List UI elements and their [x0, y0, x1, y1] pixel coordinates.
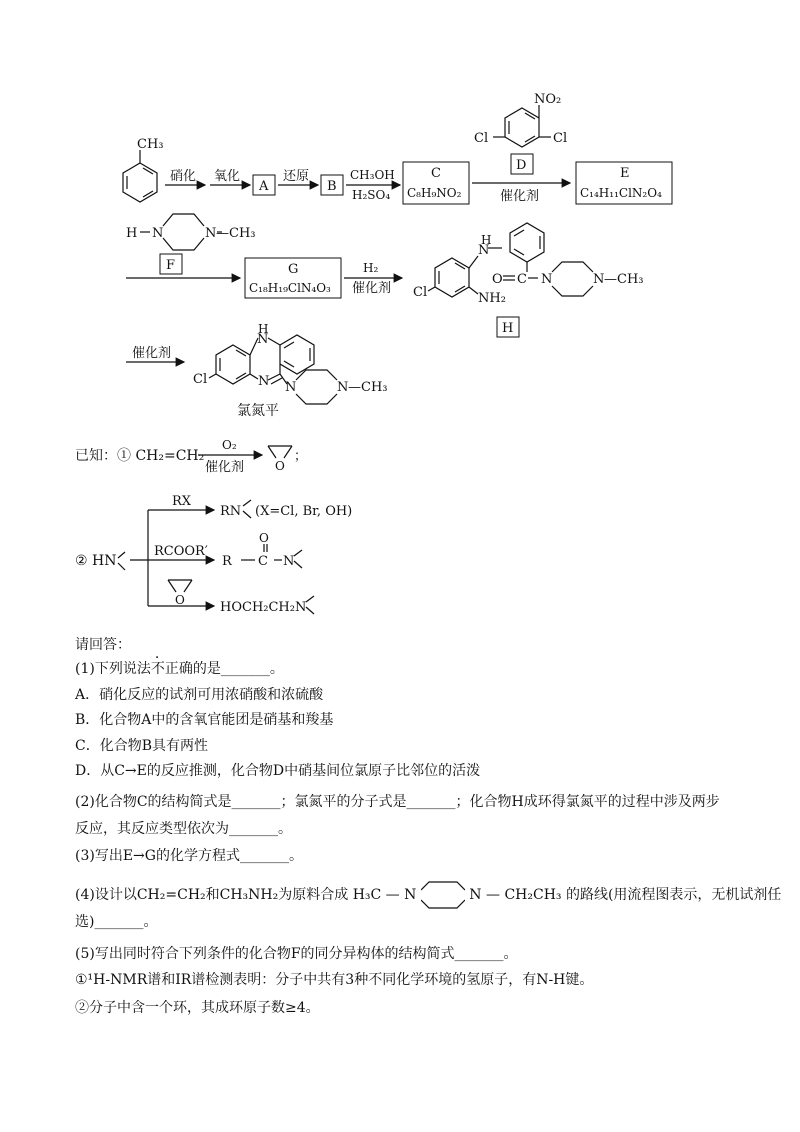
svg-text:C: C — [258, 554, 268, 569]
svg-text:C: C — [431, 166, 441, 181]
svg-text:O: O — [492, 272, 503, 287]
question-2-line2: 反应，其反应类型依次为_______。 — [75, 821, 292, 837]
compound-D-structure — [493, 105, 551, 147]
svg-text:F: F — [166, 258, 176, 273]
svg-text:RN: RN — [220, 504, 242, 519]
svg-text:N: N — [541, 272, 553, 287]
svg-text:E: E — [620, 166, 630, 181]
svg-text:O: O — [175, 593, 185, 607]
svg-text:H: H — [258, 322, 269, 336]
svg-text:C₈H₉NO₂: C₈H₉NO₂ — [407, 186, 462, 200]
svg-text:催化剂: 催化剂 — [205, 460, 245, 475]
svg-text:N: N — [152, 226, 164, 241]
svg-text:N: N — [257, 332, 269, 347]
step-cyclization-catalyst: 催化剂 — [132, 346, 172, 361]
svg-text:N: N — [337, 380, 349, 395]
option-C: C．化合物B具有两性 — [75, 738, 208, 754]
svg-text:N: N — [283, 554, 295, 569]
svg-text:HOCH₂CH₂N: HOCH₂CH₂N — [220, 600, 307, 615]
step-nitration: 硝化 — [170, 169, 197, 184]
svg-text:C: C — [517, 272, 527, 287]
toluene-structure — [123, 150, 157, 202]
svg-text:O: O — [275, 459, 285, 473]
option-D: D．从C→E的反应推测，化合物D中硝基间位氯原子比邻位的活泼 — [75, 763, 481, 779]
question-3: (3)写出E→G的化学方程式_______。 — [75, 848, 303, 864]
step-D-catalyst: 催化剂 — [500, 189, 540, 204]
svg-text:RX: RX — [172, 494, 192, 509]
compound-H-structure — [428, 223, 593, 297]
svg-text:A: A — [259, 179, 269, 194]
svg-text:N: N — [593, 272, 605, 287]
svg-text:—CH₃: —CH₃ — [604, 272, 644, 287]
option-A: A．硝化反应的试剂可用浓硝酸和浓硫酸 — [75, 687, 324, 703]
svg-text:G: G — [288, 262, 299, 277]
q4-piperazine-ring — [421, 880, 465, 910]
q4-target-molecule: H₃C — N N — CH₂CH₃ — [353, 880, 562, 910]
svg-text:—CH₃: —CH₃ — [348, 380, 388, 395]
svg-text:O: O — [259, 531, 269, 545]
svg-text:C₁₄H₁₁ClN₂O₄: C₁₄H₁₁ClN₂O₄ — [580, 186, 662, 200]
question-4-line2: 选)_______。 — [75, 914, 158, 930]
svg-text:(X=Cl, Br, OH): (X=Cl, Br, OH) — [255, 504, 353, 519]
q4-methylamine: CH₃NH₂ — [219, 887, 279, 903]
svg-text:Cl: Cl — [413, 285, 428, 300]
svg-text:N: N — [285, 380, 297, 395]
clozapine-structure — [209, 335, 337, 404]
svg-text:B: B — [327, 179, 337, 194]
question-5: (5)写出同时符合下列条件的化合物F的同分异构体的结构简式_______。 — [75, 946, 518, 962]
step-hydrogenation-catalyst: 催化剂 — [352, 281, 392, 296]
svg-text:C₁₈H₁₉ClN₄O₃: C₁₈H₁₉ClN₄O₃ — [249, 281, 331, 295]
svg-text:O₂: O₂ — [222, 438, 237, 452]
svg-text:RCOOR′: RCOOR′ — [154, 544, 208, 559]
step-esterification-reagent: CH₃OH — [350, 168, 395, 182]
condition-1: ①¹H-NMR谱和IR谱检测表明：分子中共有3种不同化学环境的氢原子，有N-H键。 — [75, 972, 594, 988]
answer-prompt: 请回答： — [75, 637, 131, 653]
svg-text:N: N — [205, 226, 217, 241]
known-amine: ② HN — [75, 553, 117, 569]
D-nitro: NO₂ — [534, 92, 562, 107]
D-cl-left: Cl — [474, 131, 489, 146]
step-oxidation: 氧化 — [214, 169, 241, 184]
known-ethylene: 已知：① CH₂=CH₂ — [75, 448, 205, 464]
svg-text:H: H — [481, 233, 492, 247]
svg-text:；: ； — [294, 449, 308, 464]
svg-text:N: N — [478, 243, 490, 258]
step-esterification-acid: H₂SO₄ — [352, 188, 391, 202]
svg-text:N: N — [258, 374, 270, 389]
svg-text:H: H — [126, 226, 138, 241]
q4-ethylene: CH₂=CH₂ — [136, 887, 206, 903]
toluene-methyl: CH₃ — [137, 137, 164, 152]
option-B: B．化合物A中的含氧官能团是硝基和羧基 — [75, 712, 334, 728]
svg-text:Cl: Cl — [193, 372, 208, 387]
svg-text:H: H — [502, 321, 514, 336]
svg-text:D: D — [516, 158, 527, 173]
step-reduction: 还原 — [283, 169, 310, 184]
epoxide-product — [268, 446, 292, 458]
question-4-line1: (4)设计以CH₂=CH₂和CH₃NH₂为原料合成 H₃C — N N — CH₂CH₃ 的路线(用流程图表示，无机试剂任 — [75, 880, 781, 910]
clozapine-name: 氯氮平 — [237, 403, 279, 419]
question-2-line1: (2)化合物C的结构简式是_______；氯氮平的分子式是_______；化合物H成环得氯氮平的过程中涉及两步 — [75, 794, 720, 810]
D-cl-right: Cl — [553, 131, 568, 146]
svg-text:—CH₃: —CH₃ — [216, 226, 256, 241]
emphasis-not-correct: 不正确 — [150, 661, 193, 677]
question-1: (1)下列说法不正确的是_______。 — [75, 661, 284, 677]
svg-text:R: R — [222, 554, 232, 569]
step-hydrogen: H₂ — [363, 261, 379, 275]
svg-text:NH₂: NH₂ — [478, 291, 506, 306]
condition-2: ②分子中含一个环，其成环原子数≥4。 — [75, 1000, 320, 1016]
